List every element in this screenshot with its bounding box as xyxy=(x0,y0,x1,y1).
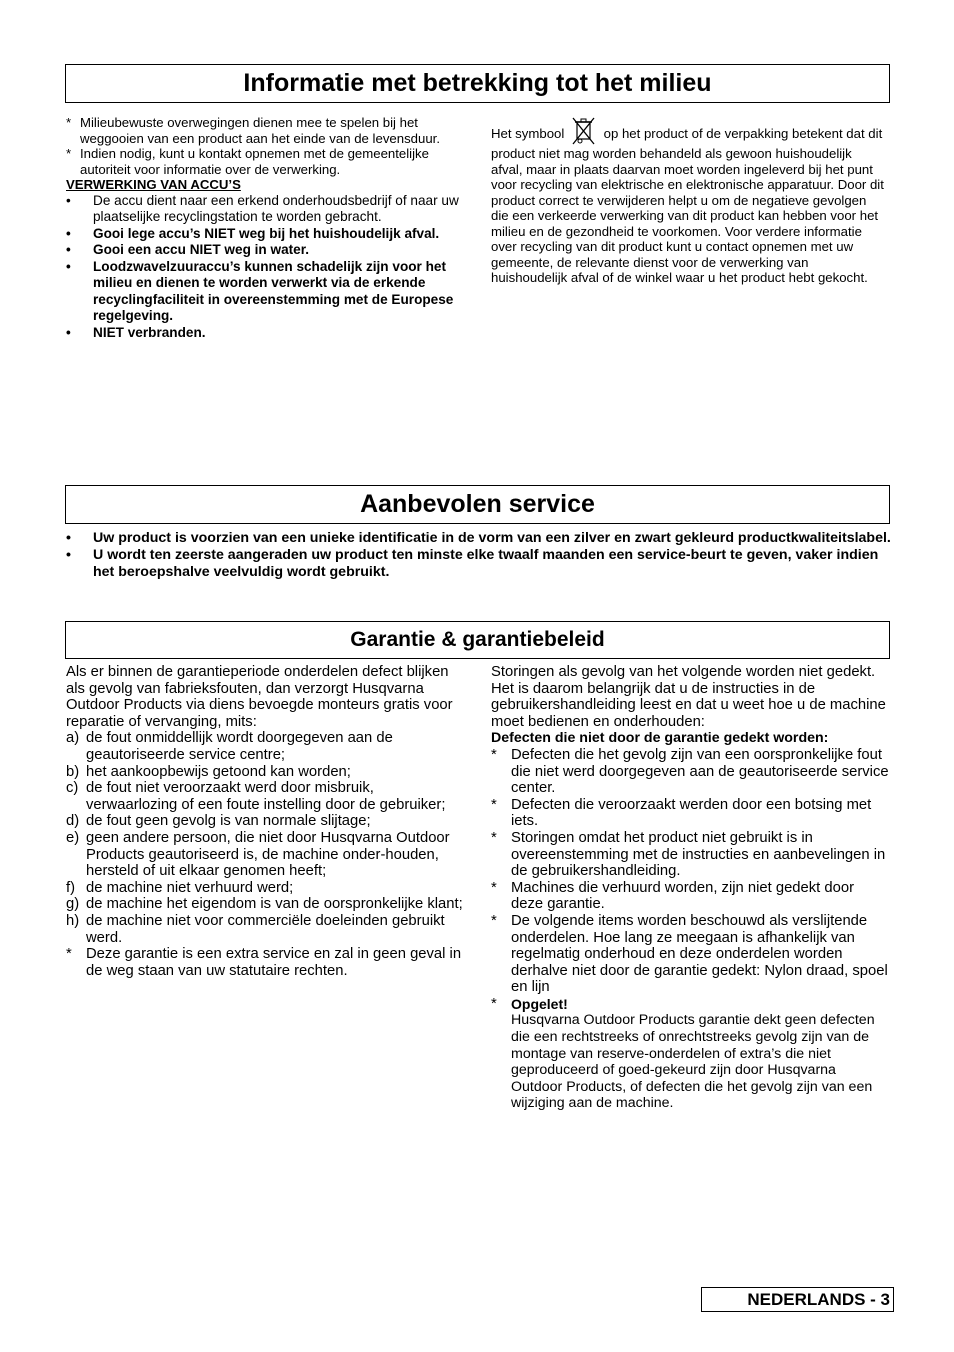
warranty-left-column xyxy=(66,664,464,979)
environment-left-column xyxy=(66,115,464,341)
list-item: f) de machine niet verhuurd werd; xyxy=(66,879,294,896)
crossed-out-wheelie-bin-icon xyxy=(570,116,598,146)
list-item: • Gooi een accu NIET weg in water. xyxy=(66,242,310,257)
list-item: * Storingen omdat het product niet gebruikt is in overeenstemming met de instructies en aanbevelingen in de gebruikershandleiding. xyxy=(491,829,886,880)
caution-text: Husqvarna Outdoor Products garantie dekt geen defecten die een rechtstreeks of onrechtstreeks gevolg zijn van de montage van reserve-onderdelen of extra’s die niet geproduceerd of goed-gekeurd zijn door Husqvarna Outdoor Products, of defecten die het gevolg zijn van een wijziging aan de machine. xyxy=(511,1012,875,1112)
service-list xyxy=(66,530,892,580)
list-item: * Defecten die het gevolg zijn van een oorspronkelijke fout die niet werd doorgegeven aan de geautoriseerde service center. xyxy=(491,746,889,797)
caution-item: * Opgelet! Husqvarna Outdoor Products garantie dekt geen defecten die een rechtstreeks of onrechtstreeks gevolg zijn van de montage van reserve-onderdelen of extra’s die niet geproduceerd of goed-gekeurd zijn door Husqvarna Outdoor Products, of defecten die het gevolg zijn van een wijziging aan de machine. xyxy=(491,996,889,1112)
list-item: * Defecten die veroorzaakt werden door een botsing met iets. xyxy=(491,796,872,830)
section-heading-service: Aanbevolen service xyxy=(65,485,890,524)
list-item: • NIET verbranden. xyxy=(66,324,206,340)
environment-right-column xyxy=(491,116,884,286)
symbol-prefix: Het symbool xyxy=(491,126,565,141)
list-item: b) het aankoopbewijs getoond kan worden; xyxy=(66,763,351,780)
list-item: h) de machine niet voor commerciële doeleinden gebruikt werd. xyxy=(66,912,445,946)
list-item: e) geen andere persoon, die niet door Husqvarna Outdoor Products geautoriseerd is, de machine onder-houden, hersteld of uit elkaar genomen heeft; xyxy=(66,829,450,880)
list-item: • De accu dient naar een erkend onderhoudsbedrijf of naar uw plaatselijke recyclingstation te worden gebracht. xyxy=(66,192,459,224)
list-item: * Indien nodig, kunt u kontakt opnemen met de gemeentelijke autoriteit voor informatie over de verwerking. xyxy=(66,146,429,177)
list-item: • U wordt ten zeerste aangeraden uw product ten minste elke twaalf maanden een service-beurt te geven, vaker indien het beroepshalve veelvuldig wordt gebruikt. xyxy=(66,546,879,580)
list-item: c) de fout niet veroorzaakt werd door misbruik, verwaarlozing of een foute instelling door de gebruiker; xyxy=(66,780,446,813)
list-item: • Uw product is voorzien van een unieke identificatie in de vorm van een zilver en zwart gekleurd productkwaliteitslabel. xyxy=(66,530,891,546)
symbol-description: op het product of de verpakking betekent dat dit product niet mag worden behandeld als gewoon huishoudelijk afval, maar in plaats daarvan moet worden ingeleverd bij het punt voor recycling van elektrische en elektronische apparatuur. Door dit product correct te verwijderen helpt u om de negatieve gevolgen die een verkeerde verwerking van dit product kan hebben voor het milieu en de gezondheid te voorkomen. Voor verdere informatie over recycling van dit product kunt u contact opnemen met uw gemeente, de relevante dienst voor de verwerking van huishoudelijk afval of de winkel waar u het product hebt gekocht. xyxy=(491,126,884,285)
page-footer-language-page: NEDERLANDS - 3 xyxy=(701,1287,894,1312)
not-covered-heading: Defecten die niet door de garantie gedekt worden: xyxy=(491,730,829,747)
list-item: * Deze garantie is een extra service en zal in geen geval in de weg staan van uw statutaire rechten. xyxy=(66,946,462,979)
warranty-exclusions-intro: Storingen als gevolg van het volgende worden niet gedekt. Het is daarom belangrijk dat u de instructies in de gebruikershandleiding leest en dat u weet hoe u de machine moet bedienen en onderhouden: xyxy=(491,664,886,730)
list-item: * Milieubewuste overwegingen dienen mee te spelen bij het weggooien van een product aan het einde van de levensduur. xyxy=(66,115,441,146)
list-item: a) de fout onmiddellijk wordt doorgegeven aan de geautoriseerde service centre; xyxy=(66,730,393,763)
list-item: g) de machine het eigendom is van de oorspronkelijke klant; xyxy=(66,896,463,913)
list-item: • Loodzwavelzuuraccu’s kunnen schadelijk zijn voor het milieu en dienen te worden verwerkt via de erkende recyclingfaciliteit in overeenstemming met de Europese regelgeving. xyxy=(66,258,454,323)
list-item: * Machines die verhuurd worden, zijn niet gedekt door deze garantie. xyxy=(491,879,854,913)
caution-label: Opgelet! xyxy=(511,995,568,1012)
warranty-intro: Als er binnen de garantieperiode onderdelen defect blijken als gevolg van fabrieksfouten, dan verzorgt Husqvarna Outdoor Products via diens bevoegde monteurs gratis voor reparatie of vervanging, mits: xyxy=(66,664,453,730)
list-item: * De volgende items worden beschouwd als verslijtende onderdelen. Hoe lang ze meegaan is afhankelijk van regelmatig onderhoud en deze onderdelen worden derhalve niet door de garantie gedekt: Nylon draad, spoel en lijn xyxy=(491,912,888,996)
section-heading-warranty: Garantie & garantiebeleid xyxy=(65,621,890,659)
battery-disposal-heading: VERWERKING VAN ACCU’S xyxy=(66,177,241,192)
warranty-right-column xyxy=(491,664,889,1112)
list-item: • Gooi lege accu’s NIET weg bij het huishoudelijk afval. xyxy=(66,225,440,241)
section-heading-environment: Informatie met betrekking tot het milieu xyxy=(65,64,890,103)
list-item: d) de fout geen gevolg is van normale slijtage; xyxy=(66,813,371,830)
